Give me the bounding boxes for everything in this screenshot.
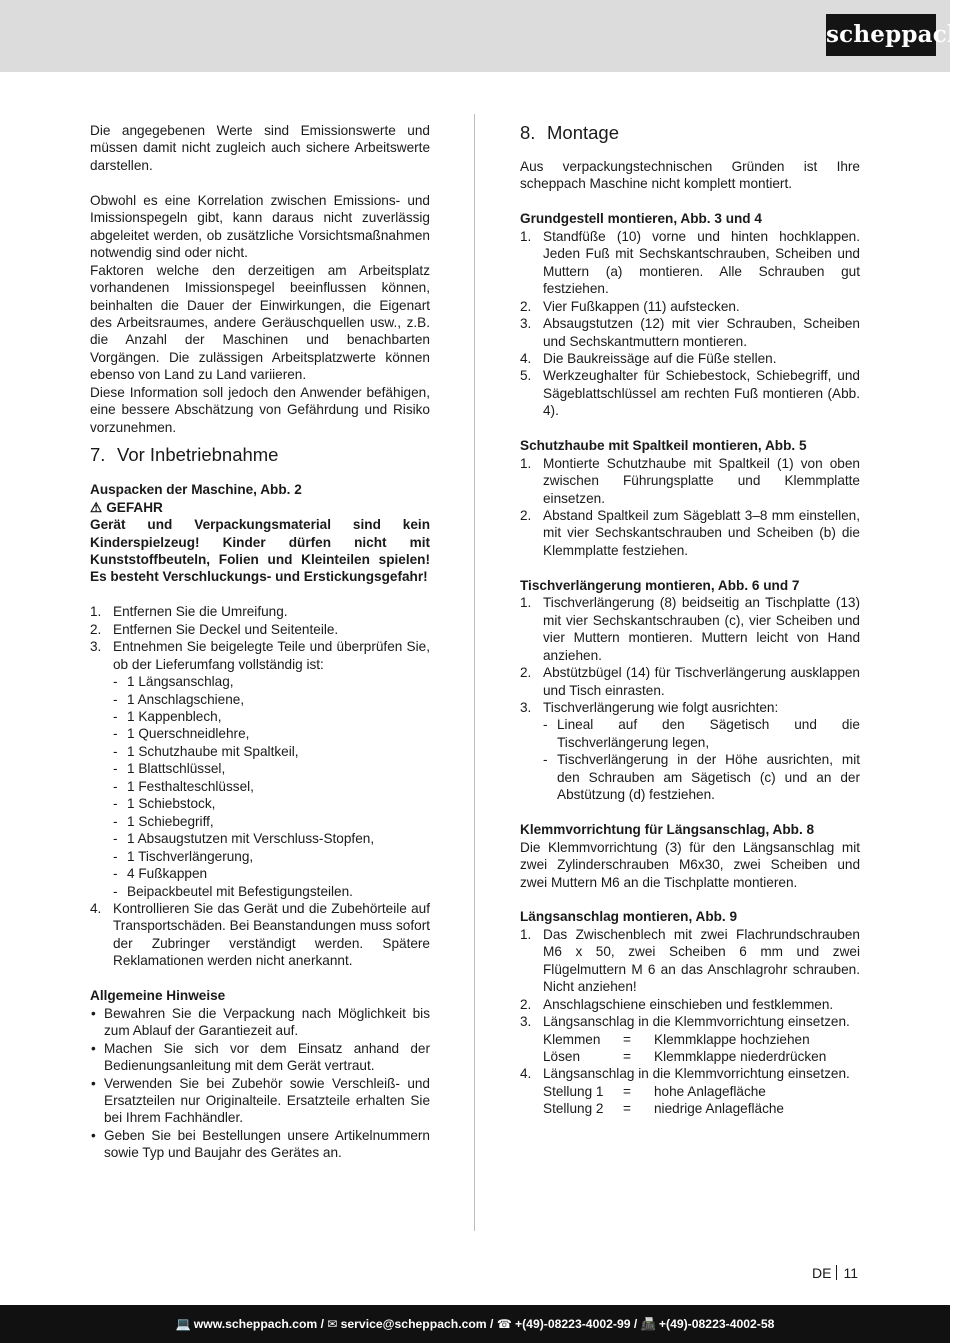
guard-steps — [520, 455, 860, 560]
subheading-guard: Schutzhaube mit Spaltkeil montieren, Abb. 5 — [520, 438, 807, 454]
section-heading-8 — [520, 122, 860, 144]
subheading-general: Allgemeine Hinweise — [90, 988, 226, 1004]
subheading-clamp: Klemmvorrichtung für Längsanschlag, Abb. 8 — [520, 822, 815, 838]
list-item: - 1 Längsanschlag, — [113, 674, 234, 690]
list-item: - 1 Schiebegriff, — [113, 813, 214, 829]
phone-number: +(49)-08223-4002-99 / — [515, 1317, 638, 1331]
warning-icon: ⚠ — [90, 499, 103, 515]
list-item: 2. Abstützbügel (14) für Tischverlängerung ausklappen und Tisch einrasten. — [520, 665, 860, 698]
column-divider — [474, 114, 475, 1231]
list-item: - 1 Schutzhaube mit Spaltkeil, — [113, 743, 299, 759]
clamp-pair: Klemmen = Klemmklappe hochziehen — [543, 1031, 810, 1047]
list-item: 1. Tischverlängerung (8) beidseitig an Tischplatte (13) mit vier Sechskantschrauben (c), vier Scheiben und vier Muttern montieren. Muttern leicht von Hand anziehen. — [520, 595, 860, 663]
right-column — [520, 122, 860, 1118]
list-item: 3. Längsanschlag in die Klemmvorrichtung einsetzen. Klemmen = Klemmklappe hochziehen Lösen = Klemmklappe niederdrücken — [520, 1013, 860, 1065]
website-link[interactable]: www.scheppach.com / — [193, 1317, 325, 1331]
subheading-unpack: Auspacken der Maschine, Abb. 2 — [90, 482, 302, 498]
subheading-frame: Grundgestell montieren, Abb. 3 und 4 — [520, 211, 762, 227]
list-item: 1. Entfernen Sie die Umreifung. — [90, 604, 288, 620]
list-item: 2. Entfernen Sie Deckel und Seitenteile. — [90, 621, 339, 637]
phone-icon: ☎ — [496, 1317, 512, 1331]
list-item: 3. Absaugstutzen (12) mit vier Schrauben, Scheiben und Sechskantmuttern montieren. — [520, 316, 860, 349]
page-number — [812, 1265, 858, 1282]
list-item: 1. Montierte Schutzhaube mit Spaltkeil (1) von oben zwischen Führungsplatte und Klemmplatte einsetzen. — [520, 455, 860, 506]
danger-text: Gerät und Verpackungsmaterial sind kein Kinderspielzeug! Kinder dürfen nicht mit Kunststoffbeuteln, Folien und Kleinteilen spielen! Es besteht Verschluckungs- und Erstickungsgefahr! — [90, 517, 430, 585]
list-item: 3. Tischverlängerung wie folgt ausrichten: - Lineal auf den Sägetisch und die Tischverlängerung legen, - Tischverlängerung in der Höhe ausrichten, mit den Schrauben am Sägetisch (c) und an der Abstützung (d) festziehen. — [520, 700, 860, 803]
position-pair: Stellung 2 = niedrige Anlagefläche — [543, 1101, 784, 1117]
list-item: • Bewahren Sie die Verpackung nach Möglichkeit bis zum Ablauf der Garantiezeit auf. — [91, 1005, 430, 1039]
list-item: - 1 Kappenblech, — [113, 709, 222, 725]
position-pair: Stellung 1 = hohe Anlagefläche — [543, 1083, 766, 1099]
language-code: DE — [812, 1265, 832, 1281]
list-item: 1. Standfüße (10) vorne und hinten hochklappen. Jeden Fuß mit Sechskantschrauben, Scheiben und Muttern (a) montieren. Alle Schrauben gut festziehen. — [520, 228, 860, 297]
list-item: - 1 Anschlagschiene, — [113, 691, 245, 707]
left-column — [90, 122, 430, 1162]
page-number-value: 11 — [843, 1265, 858, 1281]
page-footer — [0, 1305, 950, 1343]
paragraph: Die angegebenen Werte sind Emissionswerte und müssen damit nicht zugleich auch sichere Arbeitswerte darstellen. — [90, 123, 430, 173]
list-item: 4. Kontrollieren Sie das Gerät und die Zubehörteile auf Transportschäden. Bei Beanstandungen muss sofort der Zubringer verständigt werden. Spätere Reklamationen werden nicht anerkannt. — [90, 901, 430, 969]
subheading-fence: Längsanschlag montieren, Abb. 9 — [520, 909, 738, 925]
section-heading-7 — [90, 444, 430, 466]
list-item: 2. Anschlagschiene einschieben und festklemmen. — [520, 996, 834, 1012]
frame-steps — [520, 228, 860, 420]
paragraph: Aus verpackungstechnischen Gründen ist Ihre scheppach Maschine nicht komplett montiert. — [520, 159, 860, 192]
fax-icon: 📠 — [640, 1317, 656, 1331]
list-item: 1. Das Zwischenblech mit zwei Flachrundschrauben M6 x 50, zwei Scheiben 6 mm und zwei Flügelmuttern M 6 an das Anschlagrohr schrauben. Nicht anziehen! — [520, 926, 860, 995]
list-item: - 1 Festhalteschlüssel, — [113, 778, 254, 794]
paragraph: Diese Information soll jedoch den Anwender befähigen, eine bessere Abschätzung von Gefährdung und Risiko vorzunehmen. — [90, 384, 430, 435]
extension-steps — [520, 594, 860, 803]
list-item: - Lineal auf den Sägetisch und die Tischverlängerung legen, — [543, 717, 860, 750]
scheppach-logo: scheppach — [826, 14, 936, 56]
list-item: • Machen Sie sich vor dem Einsatz anhand der Bedienungsanleitung mit dem Gerät vertraut. — [91, 1040, 430, 1074]
list-item: - Beipackbeutel mit Befestigungsteilen. — [113, 883, 353, 899]
clamp-pair: Lösen = Klemmklappe niederdrücken — [543, 1049, 827, 1065]
mail-icon: ✉ — [327, 1317, 338, 1331]
paragraph: Die Klemmvorrichtung (3) für den Längsanschlag mit zwei Zylinderschrauben M6x30, zwei Scheiben und zwei Muttern M6 an die Tischplatte montieren. — [520, 839, 860, 890]
list-item: - Tischverlängerung in der Höhe ausrichten, mit den Schrauben am Sägetisch (c) und an der Abstützung (d) festziehen. — [543, 752, 860, 803]
alignment-sublist — [543, 716, 860, 803]
computer-icon: 💻 — [175, 1317, 191, 1331]
list-item: - 1 Schiebstock, — [113, 796, 216, 812]
list-item: 4. Die Baukreissäge auf die Füße stellen. — [520, 350, 777, 366]
danger-label: ⚠ GEFAHR — [90, 499, 163, 515]
list-item: • Verwenden Sie bei Zubehör sowie Verschleiß- und Ersatzteilen nur Originalteile. Ersatzteile erhalten Sie bei Ihrem Fachhändler. — [91, 1075, 430, 1126]
list-item: • Geben Sie bei Bestellungen unsere Artikelnummern sowie Typ und Baujahr des Gerätes an. — [91, 1127, 430, 1161]
section-number: 8. — [520, 122, 536, 143]
fax-number: +(49)-08223-4002-58 — [658, 1317, 775, 1331]
scope-of-delivery-list — [113, 673, 430, 900]
section-title: Montage — [547, 122, 619, 143]
list-item: 3. Entnehmen Sie beigelegte Teile und überprüfen Sie, ob der Lieferumfang vollständig ist: - 1 Längsanschlag, - 1 Anschlagschiene, - 1 Kappenblech, - 1 Querschneidlehre, - 1 Schutzhaube mit Spaltkeil, - 1 Blattschlüssel, - 1 Festhalteschlüssel, - 1 Schiebstock, - 1 Schiebegriff, - 1 Absaugstutzen mit Verschluss-Stopfen, - 1 Tischverlängerung, - 4 Fußkappen - Beipackbeutel mit Befestigungsteilen. — [90, 639, 430, 899]
list-item: - 1 Tischverlängerung, — [113, 848, 254, 864]
fence-steps — [520, 926, 860, 1118]
page-header — [0, 0, 964, 72]
list-item: 2. Vier Fußkappen (11) aufstecken. — [520, 298, 740, 314]
paragraph: Faktoren welche den derzeitigen am Arbeitsplatz vorhandenen Imissionspegel beeinflussen können, beinhalten die Dauer der Einwirkungen, die Eigenart des Arbeitsraumes, andere Geräuschquellen usw., z.B. die Anzahl der Maschinen und benachbarten Vorgängen. Die zulässigen Arbeitsplatzwerte können ebenso von Land zu Land variieren. — [90, 262, 430, 383]
list-item: - 1 Blattschlüssel, — [113, 761, 226, 777]
list-item: - 1 Absaugstutzen mit Verschluss-Stopfen, — [113, 831, 375, 847]
section-title: Vor Inbetriebnahme — [117, 444, 279, 466]
list-item: - 1 Querschneidlehre, — [113, 726, 250, 742]
list-item: 5. Werkzeughalter für Schiebestock, Schiebegriff, und Sägeblattschlüssel am rechten Fuß montieren (Abb. 4). — [520, 368, 860, 419]
list-item: 4. Längsanschlag in die Klemmvorrichtung einsetzen. Stellung 1 = hohe Anlagefläche Stellung 2 = niedrige Anlagefläche — [520, 1065, 860, 1117]
email-link[interactable]: service@scheppach.com / — [340, 1317, 494, 1331]
section-number: 7. — [90, 444, 106, 466]
list-item: - 4 Fußkappen — [113, 866, 208, 882]
paragraph: Obwohl es eine Korrelation zwischen Emissions- und Imissionspegeln gibt, kann daraus nicht zuverlässig abgeleitet werden, ob zusätzliche Vorsichtsmaßnahmen notwendig sind oder nicht. — [90, 192, 430, 261]
list-item: 2. Abstand Spaltkeil zum Sägeblatt 3–8 mm einstellen, mit vier Sechskantschrauben und Scheiben (b) die Klemmplatte festziehen. — [520, 508, 860, 558]
subheading-extension: Tischverlängerung montieren, Abb. 6 und 7 — [520, 577, 800, 593]
unpack-steps — [90, 603, 430, 970]
general-notes-list — [90, 1005, 430, 1162]
